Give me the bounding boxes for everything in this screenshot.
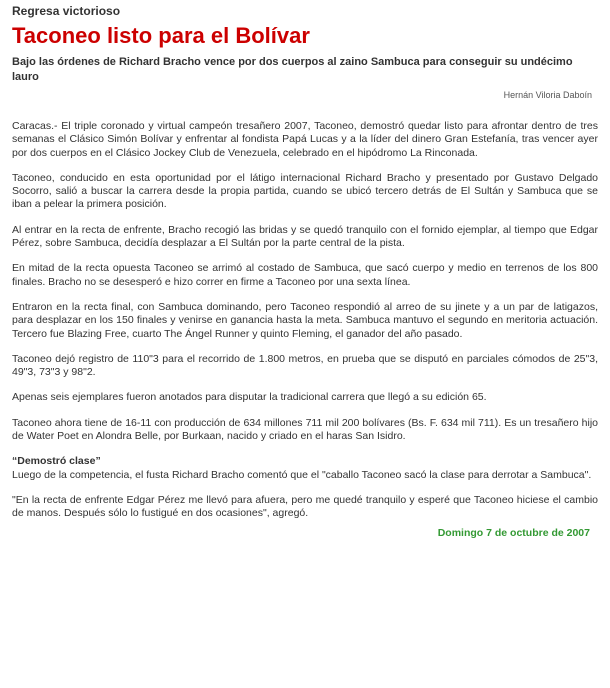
paragraph: Entraron en la recta final, con Sambuca dominando, pero Taconeo respondió al arreo de su jinete y a un par de latigazos, para desplazar en los 150 finales y venirse en ganancia hasta la meta. Sambuca mantuvo el segundo en meritoria actuación. Tercero fue Blazing Free, cuarto The Ángel Runner y quinto Fleming, el ganador del año pasado. xyxy=(12,300,598,340)
paragraph: Apenas seis ejemplares fueron anotados para disputar la tradicional carrera que llegó a su edición 65. xyxy=(12,391,487,404)
paragraph: Taconeo, conducido en esta oportunidad por el látigo internacional Richard Bracho y presentado por Gustavo Delgado Socorro, salió a buscar la carrera desde la propia partida, cuando se ubicó tercero detrás de El Sultán y Sambuca que se iban a pelear la primera posición. xyxy=(12,171,598,211)
article xyxy=(12,0,598,539)
paragraph: En mitad de la recta opuesta Taconeo se arrimó al costado de Sambuca, que sacó cuerpo y medio en terrenos de los 800 finales. Bracho no se desesperó e hizo correr en firme a Taconeo por una sexta línea. xyxy=(12,262,598,288)
paragraph: Al entrar en la recta de enfrente, Bracho recogió las bridas y se quedó tranquilo con el fornido ejemplar, al tiempo que Edgar Pérez, sobre Sambuca, decidía desplazar a El Sultán por la parte central de la pista. xyxy=(12,223,598,250)
paragraph: Taconeo dejó registro de 110"3 para el recorrido de 1.800 metros, en prueba que se disputó en parciales cómodos de 25"3, 49"3, 73"3 y 98"2. xyxy=(12,352,598,379)
paragraph: Luego de la competencia, el fusta Richard Bracho comentó que el "caballo Taconeo sacó la clase para derrotar a Sambuca". xyxy=(12,468,592,481)
section-title: “Demostró clase” xyxy=(12,455,101,468)
subhead: Bajo las órdenes de Richard Bracho vence por dos cuerpos al zaino Sambuca para conseguir su undécimo lauro xyxy=(12,56,573,83)
headline: Taconeo listo para el Bolívar xyxy=(12,23,310,48)
paragraph: "En la recta de enfrente Edgar Pérez me llevó para afuera, pero me quedé tranquilo y esperé que Taconeo hiciese el cambio de manos. Después sólo lo fustigué en dos ocasiones", agregó. xyxy=(12,493,598,520)
paragraph: Caracas.- El triple coronado y virtual campeón tresañero 2007, Taconeo, demostró quedar listo para afrontar dentro de tres semanas el Clásico Simón Bolívar y enfrentar al fondista Papá Lucas y a la líder del dinero Gran Estefanía, tras vencer ayer por dos cuerpos en el Clásico Jockey Club de Venezuela, celebrado en el hipódromo La Rinconada. xyxy=(12,120,598,159)
paragraph: Taconeo ahora tiene de 16-11 con producción de 634 millones 711 mil 200 bolívares (Bs. F. 634 mil 711). Es un tresañero hijo de Water Poet en Alondra Belle, por Burkaan, nacido y criado en el haras San Isidro. xyxy=(12,416,598,443)
byline: Hernán Viloria Daboín xyxy=(503,90,592,100)
article-body xyxy=(12,120,598,521)
kicker: Regresa victorioso xyxy=(12,4,121,18)
dateline: Domingo 7 de octubre de 2007 xyxy=(437,526,590,539)
